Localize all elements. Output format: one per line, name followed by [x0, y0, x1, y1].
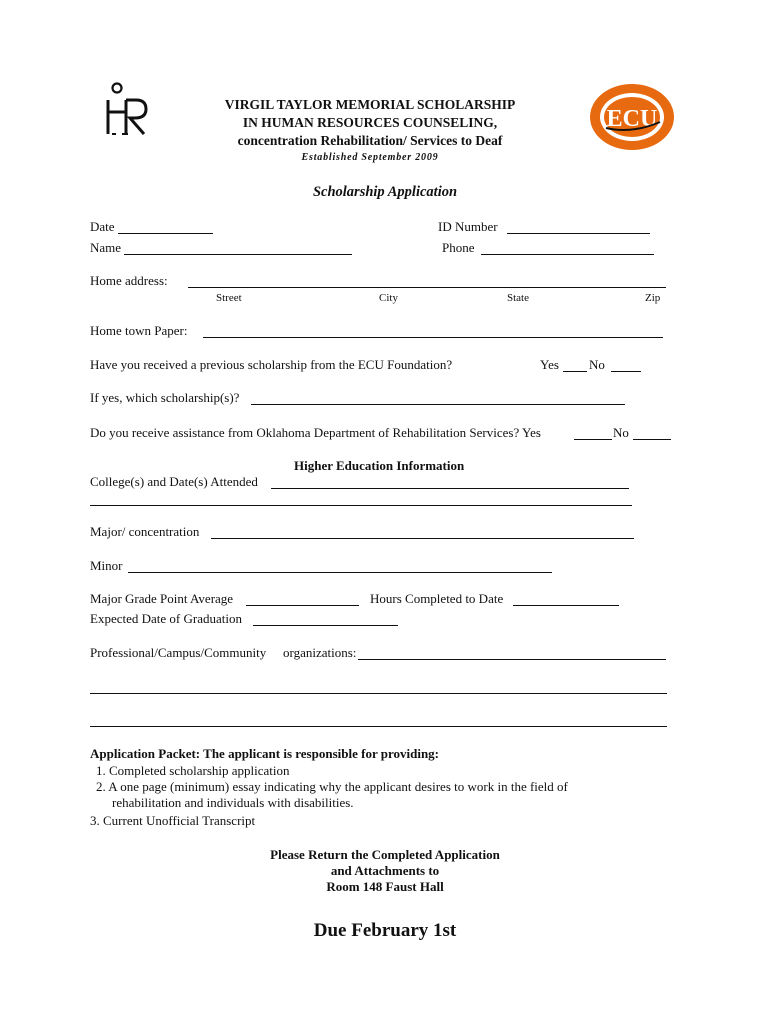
id-number-label: ID Number — [438, 219, 498, 234]
oklahoma-no-label: No — [613, 425, 629, 440]
id-number-field[interactable] — [507, 233, 650, 234]
higher-ed-heading: Higher Education Information — [294, 458, 465, 473]
orgs-label-2: organizations: — [283, 645, 357, 660]
grad-date-label: Expected Date of Graduation — [90, 611, 242, 626]
date-label: Date — [90, 219, 115, 234]
colleges-field[interactable] — [271, 488, 629, 489]
prev-no-label: No — [589, 357, 605, 372]
grad-date-field[interactable] — [253, 625, 398, 626]
name-field[interactable] — [124, 254, 352, 255]
orgs-label: Professional/Campus/Community — [90, 645, 267, 660]
state-label: State — [507, 292, 529, 304]
packet-item-3: 3. Current Unofficial Transcript — [90, 813, 256, 828]
orgs-field-2[interactable] — [90, 693, 667, 694]
hours-field[interactable] — [513, 605, 619, 606]
packet-heading: Application Packet: The applicant is responsible for providing: — [90, 746, 440, 761]
ecu-logo-text: ECU — [606, 106, 658, 132]
prev-yes-field[interactable] — [563, 371, 587, 372]
zip-label: Zip — [645, 292, 661, 304]
due-date: Due February 1st — [313, 920, 457, 941]
return-line-2: and Attachments to — [330, 863, 440, 878]
packet-item-2: 2. A one page (minimum) essay indicating why the applicant desires to work in the field of — [96, 779, 568, 794]
oklahoma-assist-question: Do you receive assistance from Oklahoma Department of Rehabilitation Services? Yes — [90, 425, 541, 440]
colleges-label: College(s) and Date(s) Attended — [90, 474, 258, 489]
packet-item-1: 1. Completed scholarship application — [96, 763, 290, 778]
date-field[interactable] — [118, 233, 213, 234]
minor-field[interactable] — [128, 572, 552, 573]
major-field[interactable] — [211, 538, 634, 539]
major-label: Major/ concentration — [90, 524, 200, 539]
header-line-1: VIRGIL TAYLOR MEMORIAL SCHOLARSHIP — [224, 97, 516, 112]
which-scholarship-label: If yes, which scholarship(s)? — [90, 390, 240, 405]
header-line-2: IN HUMAN RESOURCES COUNSELING, — [242, 115, 498, 130]
orgs-field[interactable] — [358, 659, 666, 660]
home-town-paper-field[interactable] — [203, 337, 663, 338]
which-scholarship-field[interactable] — [251, 404, 625, 405]
gpa-field[interactable] — [246, 605, 359, 606]
city-label: City — [379, 292, 398, 304]
return-line-1: Please Return the Completed Application — [270, 847, 500, 862]
minor-label: Minor — [90, 558, 123, 573]
home-town-paper-label: Home town Paper: — [90, 323, 188, 338]
packet-item-2-cont: rehabilitation and individuals with disabilities. — [112, 795, 354, 810]
home-address-label: Home address: — [90, 273, 168, 288]
gpa-label: Major Grade Point Average — [90, 591, 234, 606]
hours-label: Hours Completed to Date — [370, 591, 504, 606]
prev-yes-label: Yes — [540, 357, 559, 372]
hr-logo-icon — [104, 82, 152, 138]
phone-field[interactable] — [481, 254, 654, 255]
colleges-field-2[interactable] — [90, 505, 632, 506]
home-address-field[interactable] — [188, 287, 666, 288]
street-label: Street — [216, 292, 242, 304]
ecu-logo — [588, 82, 676, 152]
ecu-seal-icon — [588, 82, 676, 152]
prev-scholarship-question: Have you received a previous scholarship from the ECU Foundation? — [90, 357, 453, 372]
oklahoma-no-field[interactable] — [633, 439, 671, 440]
hr-logo — [104, 82, 152, 138]
prev-no-field[interactable] — [611, 371, 641, 372]
return-line-3: Room 148 Faust Hall — [326, 879, 444, 894]
established-text: Established September 2009 — [301, 152, 439, 163]
form-title: Scholarship Application — [312, 184, 458, 200]
oklahoma-yes-field[interactable] — [574, 439, 612, 440]
orgs-field-3[interactable] — [90, 726, 667, 727]
name-label: Name — [90, 240, 122, 255]
header-line-3: concentration Rehabilitation/ Services to Deaf — [237, 133, 503, 148]
phone-label: Phone — [442, 240, 475, 255]
